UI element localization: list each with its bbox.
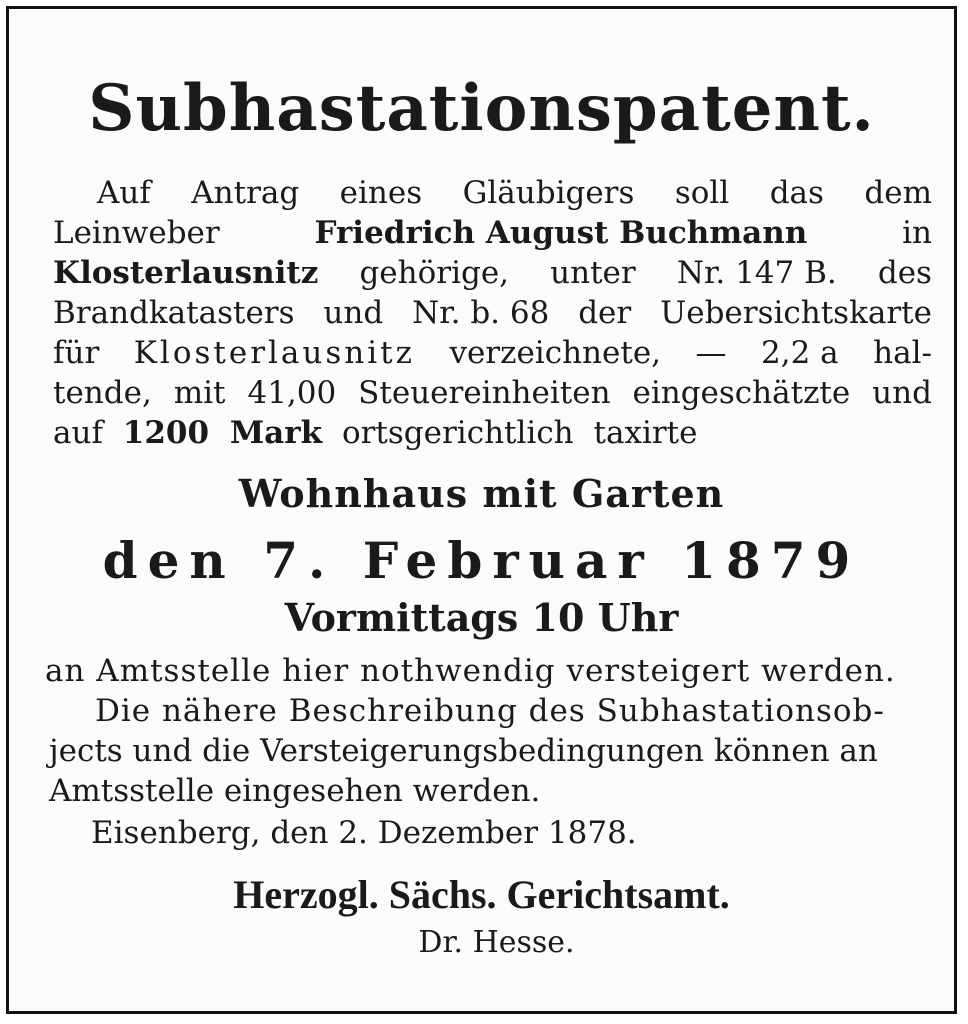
auction-date: den 7. Februar 1879	[102, 531, 861, 590]
body-word: Klosterlausnitz	[133, 335, 415, 371]
body-word: Nr. b. 68	[412, 295, 550, 331]
body-word: hal-	[873, 335, 932, 371]
body-word: Leinweber	[53, 215, 220, 251]
body-line-6	[53, 375, 932, 411]
body-word: der	[578, 295, 632, 331]
body-word: in	[902, 215, 932, 251]
body-word: und	[323, 295, 384, 331]
closing-line-1: an Amtsstelle hier nothwendig versteigert werden.	[45, 653, 896, 689]
closing-line-4: Amtsstelle eingesehen werden.	[49, 773, 541, 809]
body-word: auf	[53, 415, 103, 451]
body-line-2	[53, 215, 932, 251]
body-word: unter	[550, 255, 636, 291]
body-word: das	[769, 175, 824, 211]
place-date: Eisenberg, den 2. Dezember 1878.	[91, 815, 637, 851]
place-name: Klosterlausnitz	[53, 255, 319, 291]
debtor-name: Friedrich August Buchmann	[314, 215, 808, 251]
body-word: —	[695, 335, 727, 371]
body-word: Brandkatasters	[53, 295, 295, 331]
closing-line-3: jects und die Versteigerungsbedingungen können an	[49, 733, 878, 769]
body-word: verzeichnete,	[449, 335, 662, 371]
body-word: Nr. 147 B.	[676, 255, 837, 291]
body-word: Antrag	[191, 175, 300, 211]
body-word: Uebersichtskarte	[660, 295, 932, 331]
body-word: eines	[339, 175, 423, 211]
body-line-1	[97, 175, 932, 211]
body-word: für	[53, 335, 100, 371]
body-word: soll	[674, 175, 730, 211]
body-word: tende,	[53, 375, 152, 411]
body-word: gehörige,	[359, 255, 510, 291]
notice-frame	[6, 6, 957, 1014]
body-word: Gläubigers	[462, 175, 635, 211]
body-word: Steuereinheiten	[358, 375, 611, 411]
body-word: des	[877, 255, 932, 291]
price: 1200 Mark	[122, 415, 323, 451]
body-word: ortsgerichtlich	[341, 415, 574, 451]
object-heading: Wohnhaus mit Garten	[238, 471, 725, 516]
body-word: 2,2 a	[761, 335, 839, 371]
body-word: 41,00	[247, 375, 337, 411]
body-word: Auf	[97, 175, 151, 211]
authority: Herzogl. Sächs. Gerichtsamt.	[233, 872, 730, 917]
body-word: eingeschätzte	[632, 375, 851, 411]
body-word: und	[872, 375, 932, 411]
signature: Dr. Hesse.	[418, 925, 575, 960]
body-line-4	[53, 295, 932, 331]
body-word: taxirte	[593, 415, 698, 451]
closing-line-2: Die nähere Beschreibung des Subhastationsob-	[95, 693, 885, 729]
notice-title: Subhastationspatent.	[88, 71, 875, 146]
body-line-7	[53, 415, 697, 451]
auction-time: Vormittags 10 Uhr	[284, 595, 679, 640]
body-word: mit	[173, 375, 226, 411]
body-word: dem	[864, 175, 932, 211]
body-line-3	[53, 255, 932, 291]
body-line-5	[53, 335, 932, 371]
